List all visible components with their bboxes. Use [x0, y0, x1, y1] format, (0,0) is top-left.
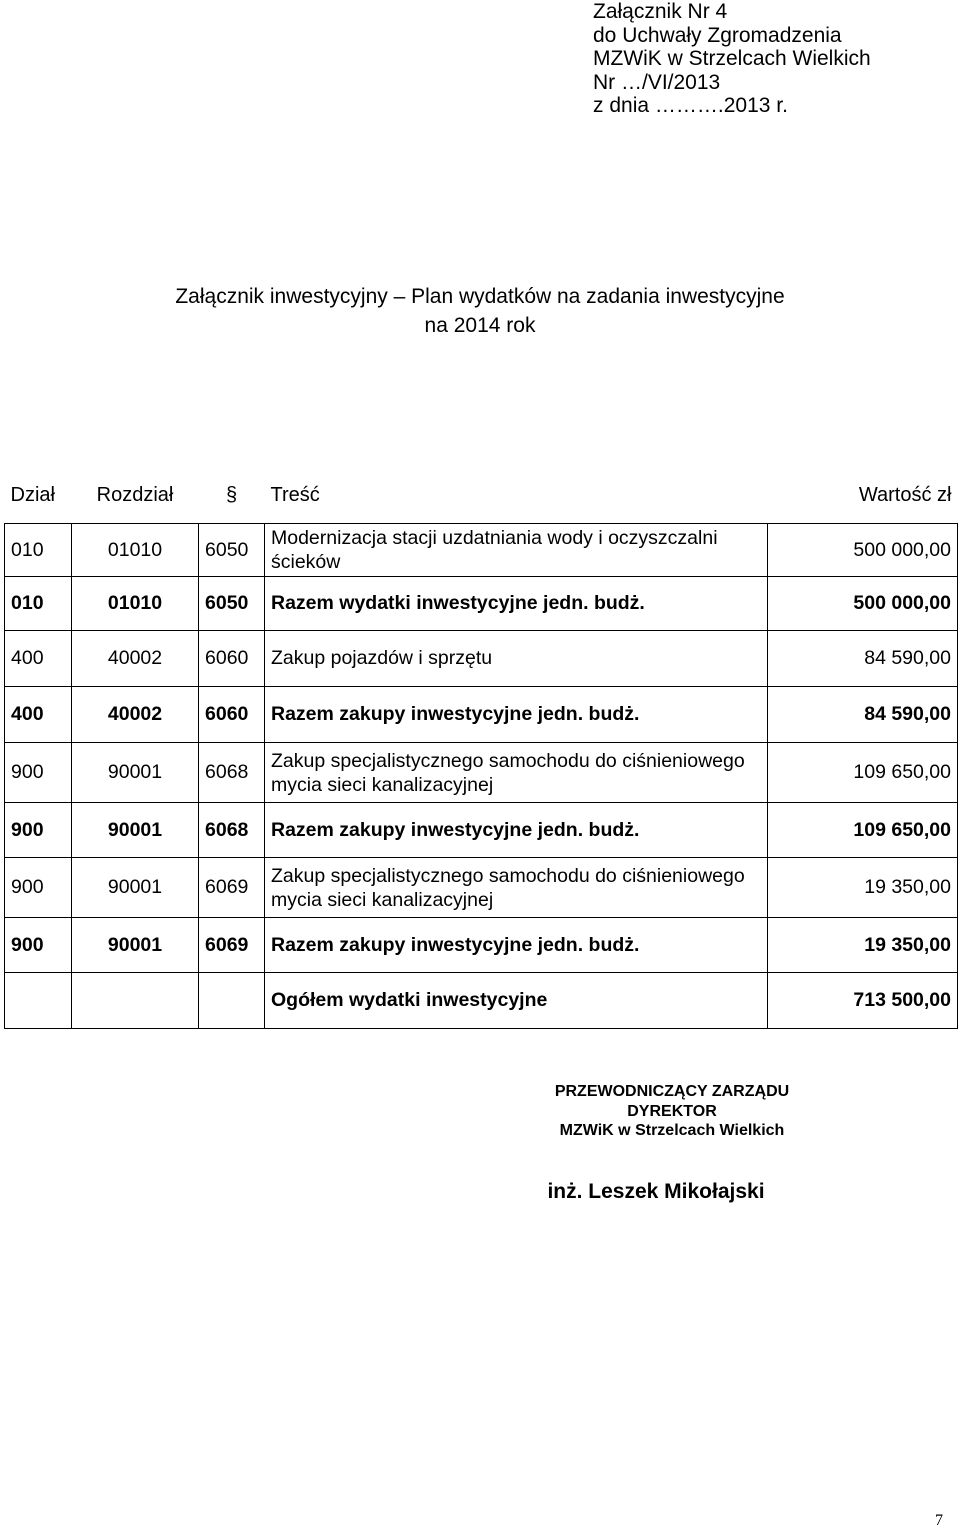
table-row: [5, 743, 958, 803]
grand-total-label: Ogółem wydatki inwestycyjne: [265, 973, 768, 1029]
cell-paragraf: 6050: [199, 524, 265, 577]
cell-wartosc: 500 000,00: [768, 524, 958, 577]
cell-dzial: 400: [5, 631, 72, 687]
signature-block: [467, 1082, 877, 1141]
cell-empty: [72, 973, 199, 1029]
cell-wartosc: 84 590,00: [768, 631, 958, 687]
cell-dzial: 900: [5, 858, 72, 918]
grand-total-value: 713 500,00: [768, 973, 958, 1029]
header-rozdzial: Rozdział: [96, 483, 174, 506]
cell-wartosc: 19 350,00: [768, 858, 958, 918]
cell-tresc: Razem zakupy inwestycyjne jedn. budż.: [265, 803, 768, 858]
table-row: [5, 631, 958, 687]
cell-rozdzial: 01010: [72, 577, 199, 631]
title-line-2: na 2014 rok: [424, 314, 536, 337]
document-title: [0, 282, 960, 340]
cell-tresc: Zakup specjalistycznego samochodu do ciśnieniowego mycia sieci kanalizacyjnej: [265, 743, 768, 803]
table-row: [5, 918, 958, 973]
cell-paragraf: 6060: [199, 631, 265, 687]
cell-rozdzial: 90001: [72, 918, 199, 973]
table-row: [5, 577, 958, 631]
cell-wartosc: 109 650,00: [768, 803, 958, 858]
cell-tresc: Razem zakupy inwestycyjne jedn. budż.: [265, 687, 768, 743]
header-dzial: Dział: [10, 483, 55, 506]
cell-wartosc: 84 590,00: [768, 687, 958, 743]
cell-paragraf: 6060: [199, 687, 265, 743]
cell-tresc: Zakup pojazdów i sprzętu: [265, 631, 768, 687]
header-line: Załącznik Nr 4: [593, 0, 728, 23]
header-wartosc: Wartość zł: [858, 483, 952, 506]
header-line: do Uchwały Zgromadzenia: [593, 23, 842, 47]
table-row: [5, 687, 958, 743]
cell-paragraf: 6068: [199, 743, 265, 803]
cell-tresc: Modernizacja stacji uzdatniania wody i oczyszczalni ścieków: [265, 524, 768, 577]
investment-plan-table: [4, 467, 958, 1029]
table-row: [5, 524, 958, 577]
cell-tresc: Razem wydatki inwestycyjne jedn. budż.: [265, 577, 768, 631]
signer-name: inż. Leszek Mikołajski: [547, 1180, 765, 1203]
signature-organization: MZWiK w Strzelcach Wielkich: [559, 1122, 785, 1139]
header-line: MZWiK w Strzelcach Wielkich: [593, 47, 871, 70]
table-header-row: [5, 467, 958, 524]
cell-rozdzial: 40002: [72, 631, 199, 687]
cell-rozdzial: 40002: [72, 687, 199, 743]
header-line: z dnia ……….2013 r.: [593, 94, 788, 117]
cell-paragraf: 6069: [199, 918, 265, 973]
cell-tresc: Razem zakupy inwestycyjne jedn. budż.: [265, 918, 768, 973]
header-line: Nr …/VI/2013: [593, 70, 721, 94]
cell-dzial: 900: [5, 918, 72, 973]
attachment-header: [593, 0, 953, 118]
cell-paragraf: 6069: [199, 858, 265, 918]
header-paragraf: [199, 467, 265, 524]
signature-role: DYREKTOR: [627, 1102, 717, 1120]
cell-rozdzial: 90001: [72, 803, 199, 858]
grand-total-row: [5, 973, 958, 1029]
title-line-1: Załącznik inwestycyjny – Plan wydatków na zadania inwestycyjne: [175, 285, 785, 308]
cell-paragraf: 6068: [199, 803, 265, 858]
cell-dzial: 010: [5, 524, 72, 577]
cell-paragraf: 6050: [199, 577, 265, 631]
cell-dzial: 900: [5, 743, 72, 803]
cell-wartosc: 109 650,00: [768, 743, 958, 803]
signature-title: PRZEWODNICZĄCY ZARZĄDU: [554, 1083, 790, 1100]
cell-wartosc: 500 000,00: [768, 577, 958, 631]
cell-rozdzial: 01010: [72, 524, 199, 577]
cell-dzial: 400: [5, 687, 72, 743]
cell-empty: [199, 973, 265, 1029]
page-number: 7: [935, 1512, 943, 1529]
header-tresc: Treść: [270, 483, 320, 506]
table-row: [5, 803, 958, 858]
section-sign-icon: §: [225, 483, 238, 506]
table-row: [5, 858, 958, 918]
cell-dzial: 010: [5, 577, 72, 631]
cell-tresc: Zakup specjalistycznego samochodu do ciśnieniowego mycia sieci kanalizacyjnej: [265, 858, 768, 918]
cell-wartosc: 19 350,00: [768, 918, 958, 973]
cell-rozdzial: 90001: [72, 743, 199, 803]
cell-empty: [5, 973, 72, 1029]
cell-dzial: 900: [5, 803, 72, 858]
cell-rozdzial: 90001: [72, 858, 199, 918]
